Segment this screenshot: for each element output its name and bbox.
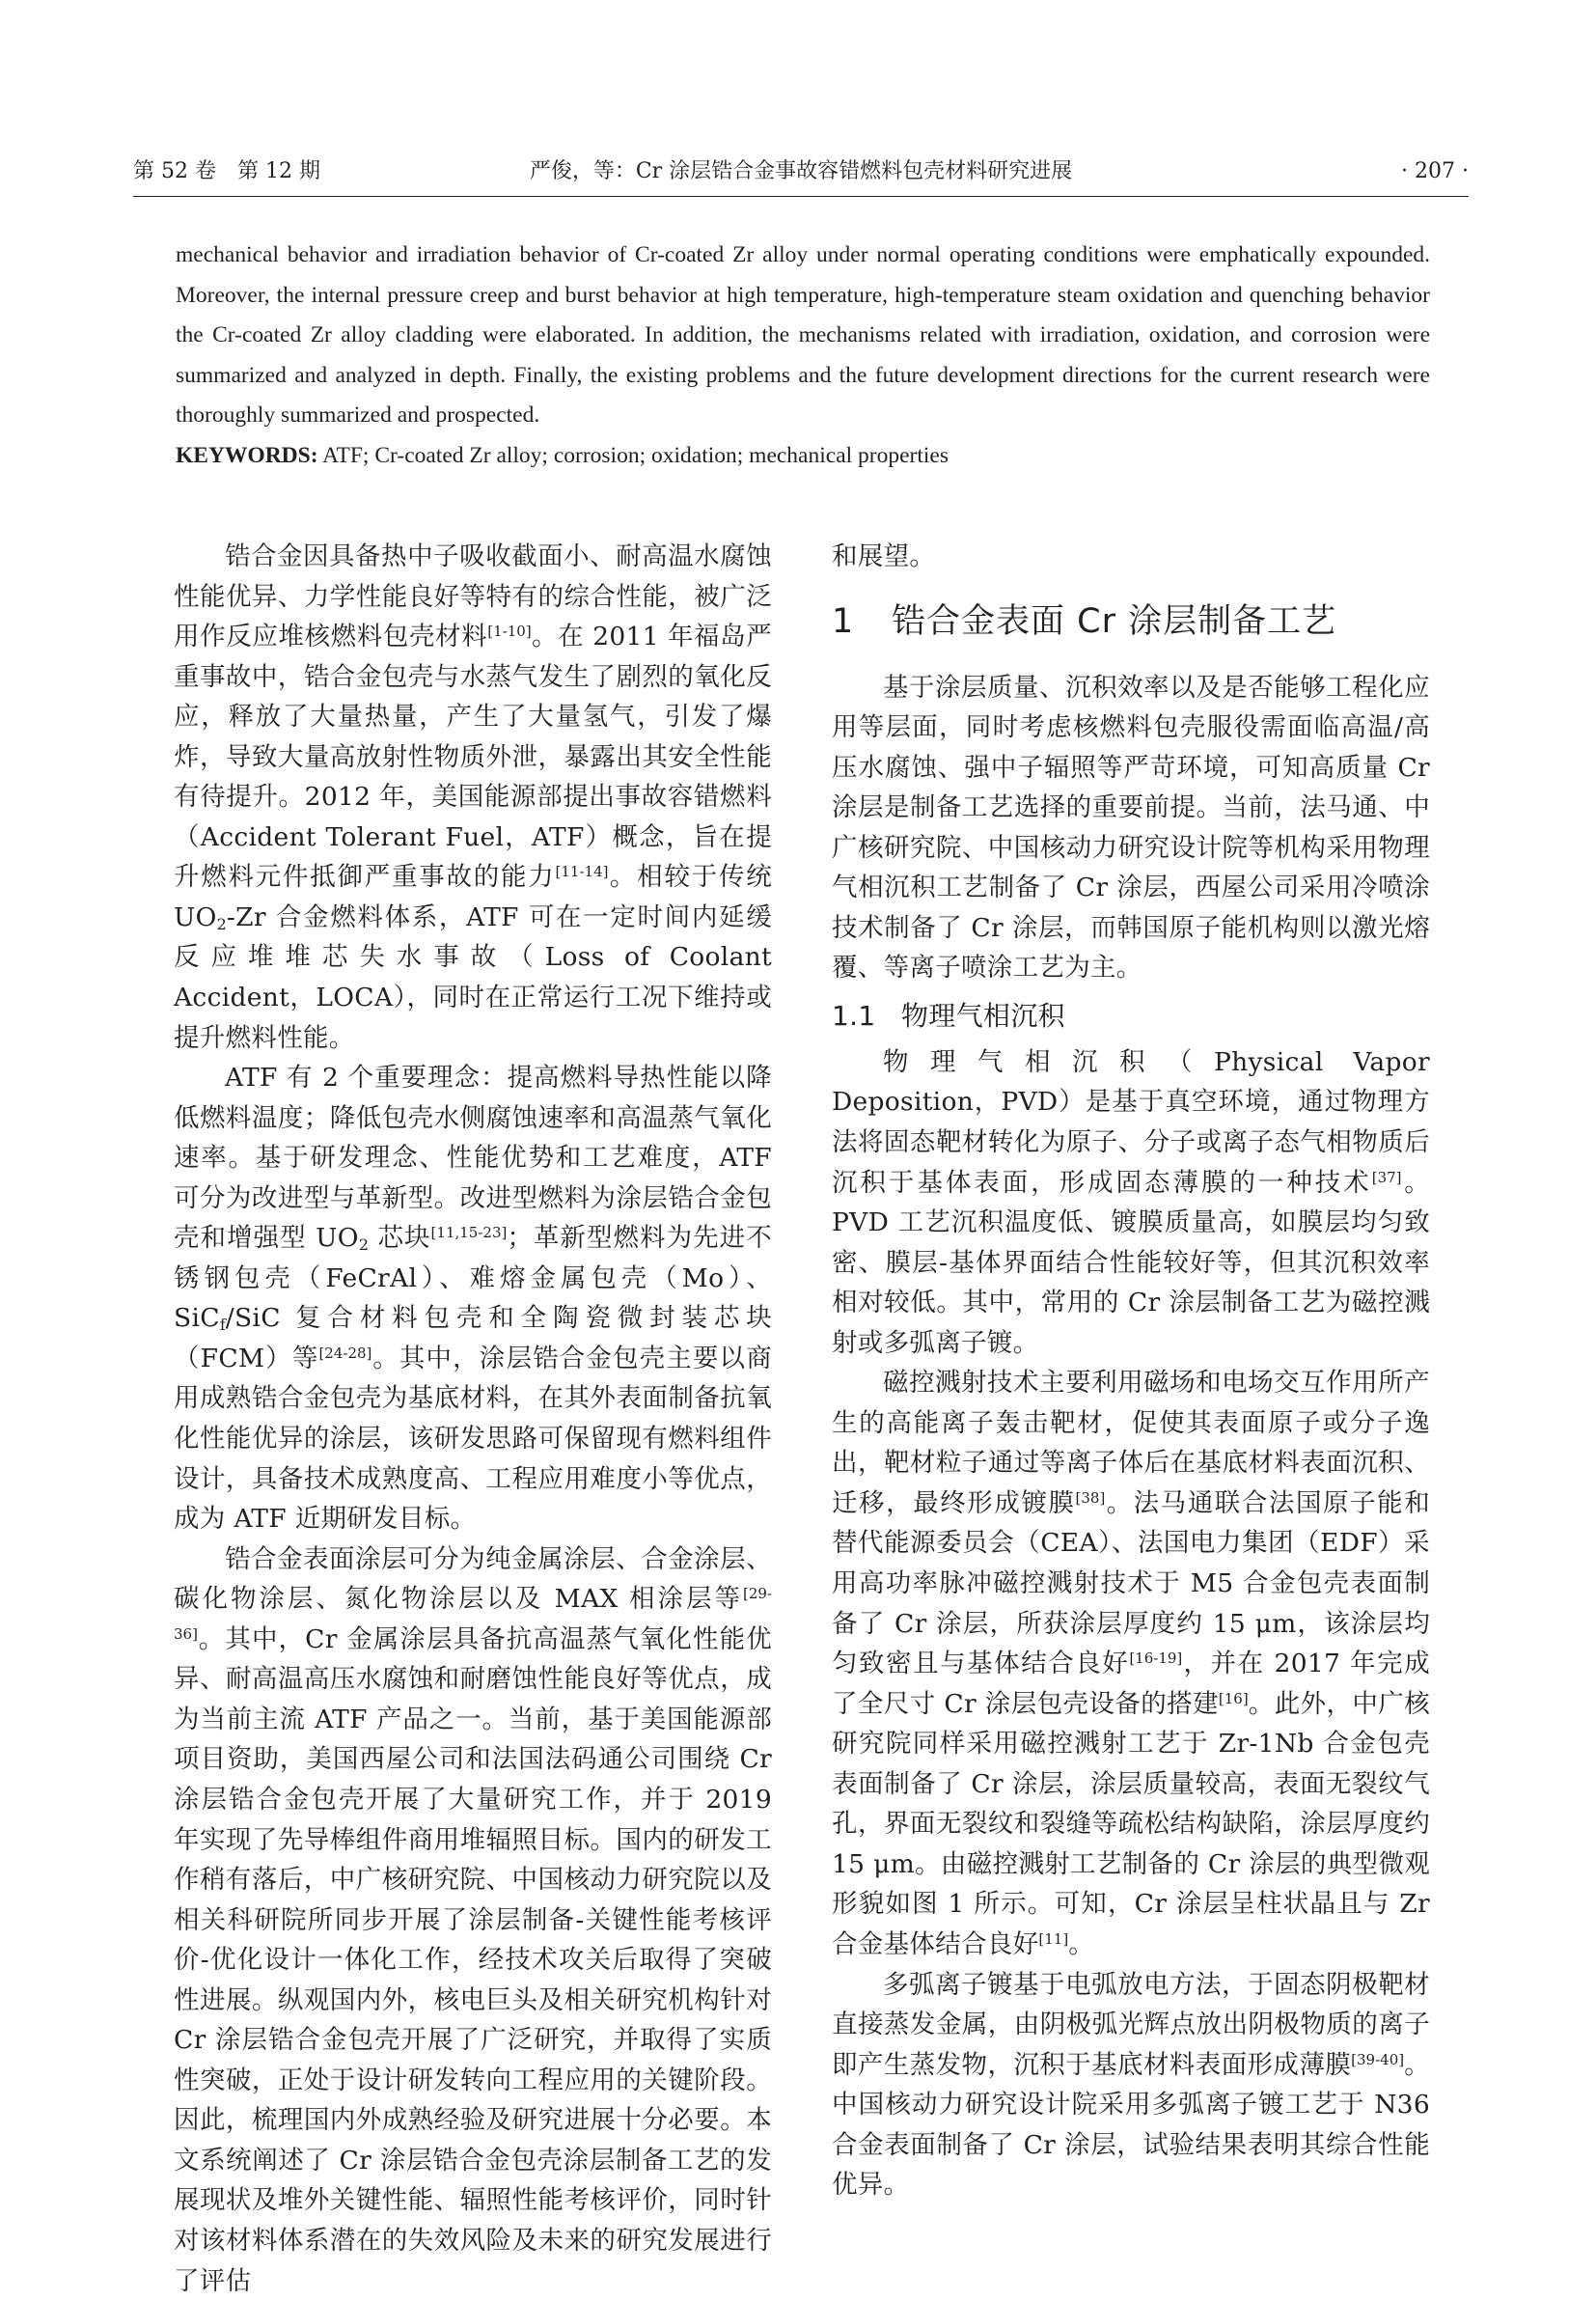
paragraph: 物理气相沉积（Physical Vapor Deposition，PVD）是基于真空环境，通过物理方法将固态靶材转化为原子、分子或离子态气相物质后沉积于基体表面，形成固态薄膜的一种技术[37]。PVD 工艺沉积温度低、镀膜质量高，如膜层均匀致密、膜层-基体界面结合性能较好等，但其沉积效率相对较低。其中，常用的 Cr 涂层制备工艺为磁控溅射或多弧离子镀。 (832, 1046, 1430, 1358)
volume-issue: 第 52 卷 第 12 期 (133, 159, 320, 183)
english-abstract (176, 236, 1430, 476)
subsection-title: 物理气相沉积 (901, 999, 1065, 1032)
keywords-text: ATF; Cr-coated Zr alloy; corrosion; oxidation; mechanical properties (322, 442, 949, 468)
citation: [16] (1218, 1689, 1249, 1707)
subsection-number: 1.1 (832, 999, 876, 1032)
subscript: f (219, 1316, 226, 1335)
paragraph: 锆合金表面涂层可分为纯金属涂层、合金涂层、碳化物涂层、氮化物涂层以及 MAX 相涂层等[29-36]。其中，Cr 金属涂层具备抗高温蒸气氧化性能优异、耐高温高压水腐蚀和耐磨蚀性能良好等优点，成为当前主流 ATF 产品之一。当前，基于美国能源部项目资助，美国西屋公司和法国法码通公司围绕 Cr 涂层锆合金包壳开展了大量研究工作，并于 2019 年实现了先导棒组件商用堆辐照目标。国内的研发工作稍有落后，中广核研究院、中国核动力研究院以及相关科研院所同步开展了涂层制备-关键性能考核评价-优化设计一体化工作，经技术攻关后取得了突破性进展。纵观国内外，核电巨头及相关研究机构针对 Cr 涂层锆合金包壳开展了广泛研究，并取得了实质性突破，正处于设计研发转向工程应用的关键阶段。因此，梳理国内外成熟经验及研究进展十分必要。本文系统阐述了 Cr 涂层锆合金包壳涂层制备工艺的发展现状及堆外关键性能、辐照性能考核评价，同时针对该材料体系潜在的失效风险及未来的研究发展进行了评估 (174, 1543, 772, 2296)
paragraph: ATF 有 2 个重要理念：提高燃料导热性能以降低燃料温度；降低包壳水侧腐蚀速率和高温蒸气氧化速率。基于研发理念、性能优势和工艺难度，ATF 可分为改进型与革新型。改进型燃料为涂层锆合金包壳和增强型 $UO_2$ 芯块[11,15-23]；革新型燃料为先进不锈钢包壳（FeCrAl）、难熔金属包壳（Mo）、SiC$_f$/SiC 复合材料包壳和全陶瓷微封装芯块（FCM）等[24-28]。其中，涂层锆合金包壳主要以商用成熟锆合金包壳为基底材料，在其外表面制备抗氧化性能优异的涂层，该研发思路可保留现有燃料组件设计，具备技术成熟度高、工程应用难度小等优点，成为 ATF 近期研发目标。 (174, 1063, 772, 1535)
citation: [1-10] (487, 623, 532, 641)
right-column (832, 537, 1430, 2205)
subscript: 2 (358, 1235, 369, 1255)
section-heading (832, 598, 1430, 645)
citation: [11] (1038, 1929, 1069, 1948)
keywords-label: KEYWORDS: (176, 442, 318, 468)
running-title: 严俊，等：Cr 涂层锆合金事故容错燃料包壳材料研究进展 (529, 159, 1073, 183)
citation: [16-19] (1129, 1650, 1183, 1668)
paragraph: 基于涂层质量、沉积效率以及是否能够工程化应用等层面，同时考虑核燃料包壳服役需面临高温/高压水腐蚀、强中子辐照等严苛环境，可知高质量 Cr 涂层是制备工艺选择的重要前提。当前，法马通、中广核研究院、中国核动力研究设计院等机构采用物理气相沉积工艺制备了 Cr 涂层，西屋公司采用冷喷涂技术制备了 Cr 涂层，而韩国原子能机构则以激光熔覆、等离子喷涂工艺为主。 (832, 672, 1430, 984)
subsection-heading (832, 996, 1430, 1037)
abstract-text: mechanical behavior and irradiation behavior of Cr-coated Zr alloy under normal operating conditions were emphatically expounded. Moreover, the internal pressure creep and burst behavior at high temperature, high-temperature steam oxidation and quenching behavior the Cr-coated Zr alloy cladding were elaborated. In addition, the mechanisms related with irradiation, oxidation, and corrosion were summarized and analyzed in depth. Finally, the existing problems and the future development directions for the current research were thoroughly summarized and prospected. (176, 242, 1430, 428)
citation: [39-40] (1351, 2050, 1405, 2068)
citation: [11-14] (555, 863, 609, 881)
citation: [11,15-23] (430, 1224, 508, 1242)
page-number: · 207 · (1401, 159, 1469, 183)
citation: [38] (1075, 1488, 1106, 1507)
section-number: 1 (832, 601, 855, 641)
left-column (174, 537, 772, 2301)
paragraph: 磁控溅射技术主要利用磁场和电场交互作用所产生的高能离子轰击靶材，促使其表面原子或分子逸出，靶材粒子通过等离子体后在基底材料表面沉积、迁移，最终形成镀膜[38]。法马通联合法国原子能和替代能源委员会（CEA）、法国电力集团（EDF）采用高功率脉冲磁控溅射技术于 M5 合金包壳表面制备了 Cr 涂层，所获涂层厚度约 15 μm，该涂层均匀致密且与基体结合良好[16-19]，并在 2017 年完成了全尺寸 Cr 涂层包壳设备的搭建[16]。此外，中广核研究院同样采用磁控溅射工艺于 Zr-1Nb 合金包壳表面制备了 Cr 涂层，涂层质量较高，表面无裂纹气孔，界面无裂纹和裂缝等疏松结构缺陷，涂层厚度约 15 μm。由磁控溅射工艺制备的 Cr 涂层的典型微观形貌如图 1 所示。可知，Cr 涂层呈柱状晶且与 Zr 合金基体结合良好[11]。 (832, 1368, 1431, 1959)
section-title: 锆合金表面 Cr 涂层制备工艺 (892, 601, 1337, 641)
keywords (176, 436, 1430, 477)
citation: [37] (1371, 1168, 1402, 1186)
running-header (133, 152, 1469, 191)
header-rule (133, 196, 1469, 197)
subscript: 2 (216, 914, 227, 933)
paragraph: 多弧离子镀基于电弧放电方法，于固态阴极靶材直接蒸发金属，由阴极弧光辉点放出阴极物质的离子即产生蒸发物，沉积于基底材料表面形成薄膜[39-40]。中国核动力研究设计院采用多弧离子镀工艺于 N36 合金表面制备了 Cr 涂层，试验结果表明其综合性能优异。 (832, 1969, 1431, 2201)
citation: [29-36] (174, 1585, 772, 1643)
paragraph: 锆合金因具备热中子吸收截面小、耐高温水腐蚀性能优异、力学性能良好等特有的综合性能，被广泛用作反应堆核燃料包壳材料[1-10]。在 2011 年福岛严重事故中，锆合金包壳与水蒸气发生了剧烈的氧化反应，释放了大量热量，产生了大量氢气，引发了爆炸，导致大量高放射性物质外泄，暴露出其安全性能有待提升。2012 年，美国能源部提出事故容错燃料（Accident Tolerant Fuel，ATF）概念，旨在提升燃料元件抵御严重事故的能力[11-14]。相较于传统 $UO_2-Zr$ 合金燃料体系，ATF 可在一定时间内延缓反应堆堆芯失水事故（Loss of Coolant Accident，LOCA），同时在正常运行工况下维持或提升燃料性能。 (174, 541, 772, 1053)
citation: [24-28] (318, 1344, 372, 1362)
paragraph-continuation: 和展望。 (832, 541, 936, 571)
